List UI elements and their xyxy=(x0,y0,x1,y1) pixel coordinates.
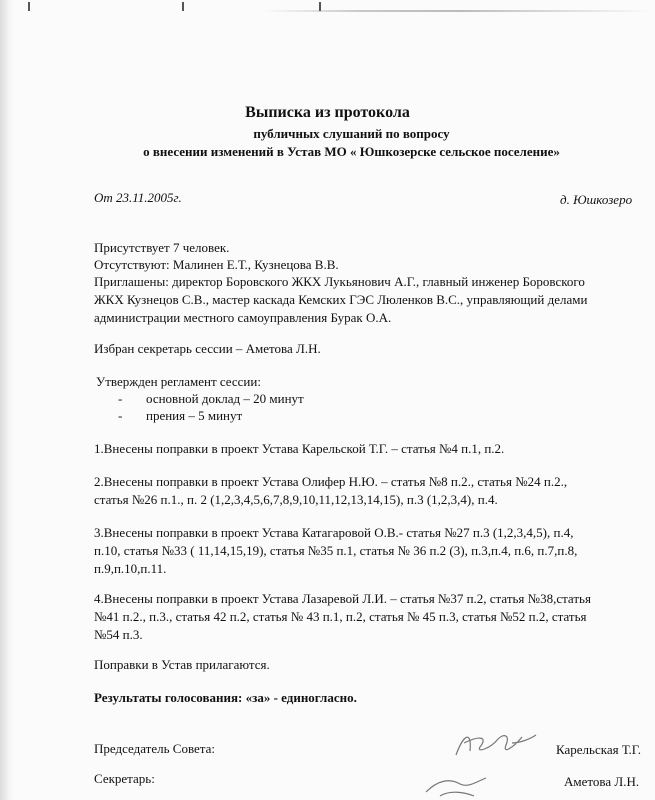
document-title: Выписка из протокола xyxy=(245,104,410,121)
invited-line: ЖКХ Кузнецов С.В., мастер каскада Кемских ГЭС Люленков В.С., управляющий делами xyxy=(94,292,588,307)
chair-signature xyxy=(450,725,540,765)
amendment-line: п.9,п.10,п.11. xyxy=(94,561,167,576)
reglament-item-text: основной доклад – 20 минут xyxy=(146,391,304,406)
invited-list xyxy=(94,273,587,327)
amendment-line: п.10, статья №33 ( 11,14,15,19), статья №35 п.1, статья № 36 п.2 (3), п.3,п.4, п.6, п.7,п.8, xyxy=(94,543,578,558)
secretary-signature xyxy=(420,770,500,800)
voting-result: Результаты голосования: «за» - единогласно. xyxy=(94,690,357,705)
amendment-line: 4.Внесены поправки в проект Устава Лазаревой Л.И. – статья №37 п.2, статья №38,статья xyxy=(94,591,591,606)
secretary-label: Секретарь: xyxy=(94,771,155,786)
bullet-dash: - xyxy=(118,408,123,423)
chair-label: Председатель Совета: xyxy=(94,741,216,756)
present-count: Присутствует 7 человек. xyxy=(94,240,230,255)
amendment-paragraph-1 xyxy=(94,440,504,458)
amendment-paragraph-3 xyxy=(94,524,577,578)
reglament-item xyxy=(118,390,304,408)
invited-line: администрации местного самоуправления Бурак О.А. xyxy=(94,310,392,325)
document-subtitle-line-2: о внесении изменений в Устав МО « Юшкозерске сельское поселение» xyxy=(143,144,560,159)
invited-line: Приглашены: директор Боровского ЖКХ Лукьянович А.Г., главный инженер Боровского xyxy=(94,274,585,289)
absent-list: Отсутствуют: Малинен Е.Т., Кузнецова В.В. xyxy=(94,257,339,272)
attachments-note: Поправки в Устав прилагаются. xyxy=(94,657,270,672)
amendment-line: 3.Внесены поправки в проект Устава Катагаровой О.В.- статья №27 п.3 (1,2,3,4,5), п.4, xyxy=(94,525,574,540)
amendment-line: №54 п.3. xyxy=(94,627,143,642)
amendment-paragraph-4 xyxy=(94,590,591,644)
amendment-line: №41 п.2., п.3., статья 42 п.2, статья № 43 п.1, п.2, статья № 45 п.3, статья №52 п.2, статья xyxy=(94,609,587,624)
document-subtitle-line-1: публичных слушаний по вопросу xyxy=(253,126,450,141)
amendment-line: 1.Внесены поправки в проект Устава Карельской Т.Г. – статья №4 п.1, п.2. xyxy=(94,441,505,456)
scan-tick-mark xyxy=(182,2,184,11)
document-date: От 23.11.2005г. xyxy=(94,190,182,205)
document-place: д. Юшкозеро xyxy=(560,192,633,207)
secretary-elected: Избран секретарь сессии – Аметова Л.Н. xyxy=(94,341,321,356)
scan-tick-mark xyxy=(319,2,321,11)
reglament-item xyxy=(118,407,242,425)
reglament-item-text: прения – 5 минут xyxy=(146,408,243,423)
amendment-line: статья №26 п.1., п. 2 (1,2,3,4,5,6,7,8,9,10,11,12,13,14,15), п.3 (1,2,3,4), п.4. xyxy=(94,492,498,507)
scan-tick-mark xyxy=(28,2,30,11)
chair-name: Карельская Т.Г. xyxy=(556,742,642,757)
amendment-line: 2.Внесены поправки в проект Устава Олифер Н.Ю. – статья №8 п.2., статья №24 п.2., xyxy=(94,474,568,489)
amendment-paragraph-2 xyxy=(94,473,567,509)
bullet-dash: - xyxy=(118,391,123,406)
secretary-name: Аметова Л.Н. xyxy=(564,774,640,789)
reglament-heading: Утвержден регламент сессии: xyxy=(96,374,261,389)
scan-top-mark xyxy=(0,10,655,12)
